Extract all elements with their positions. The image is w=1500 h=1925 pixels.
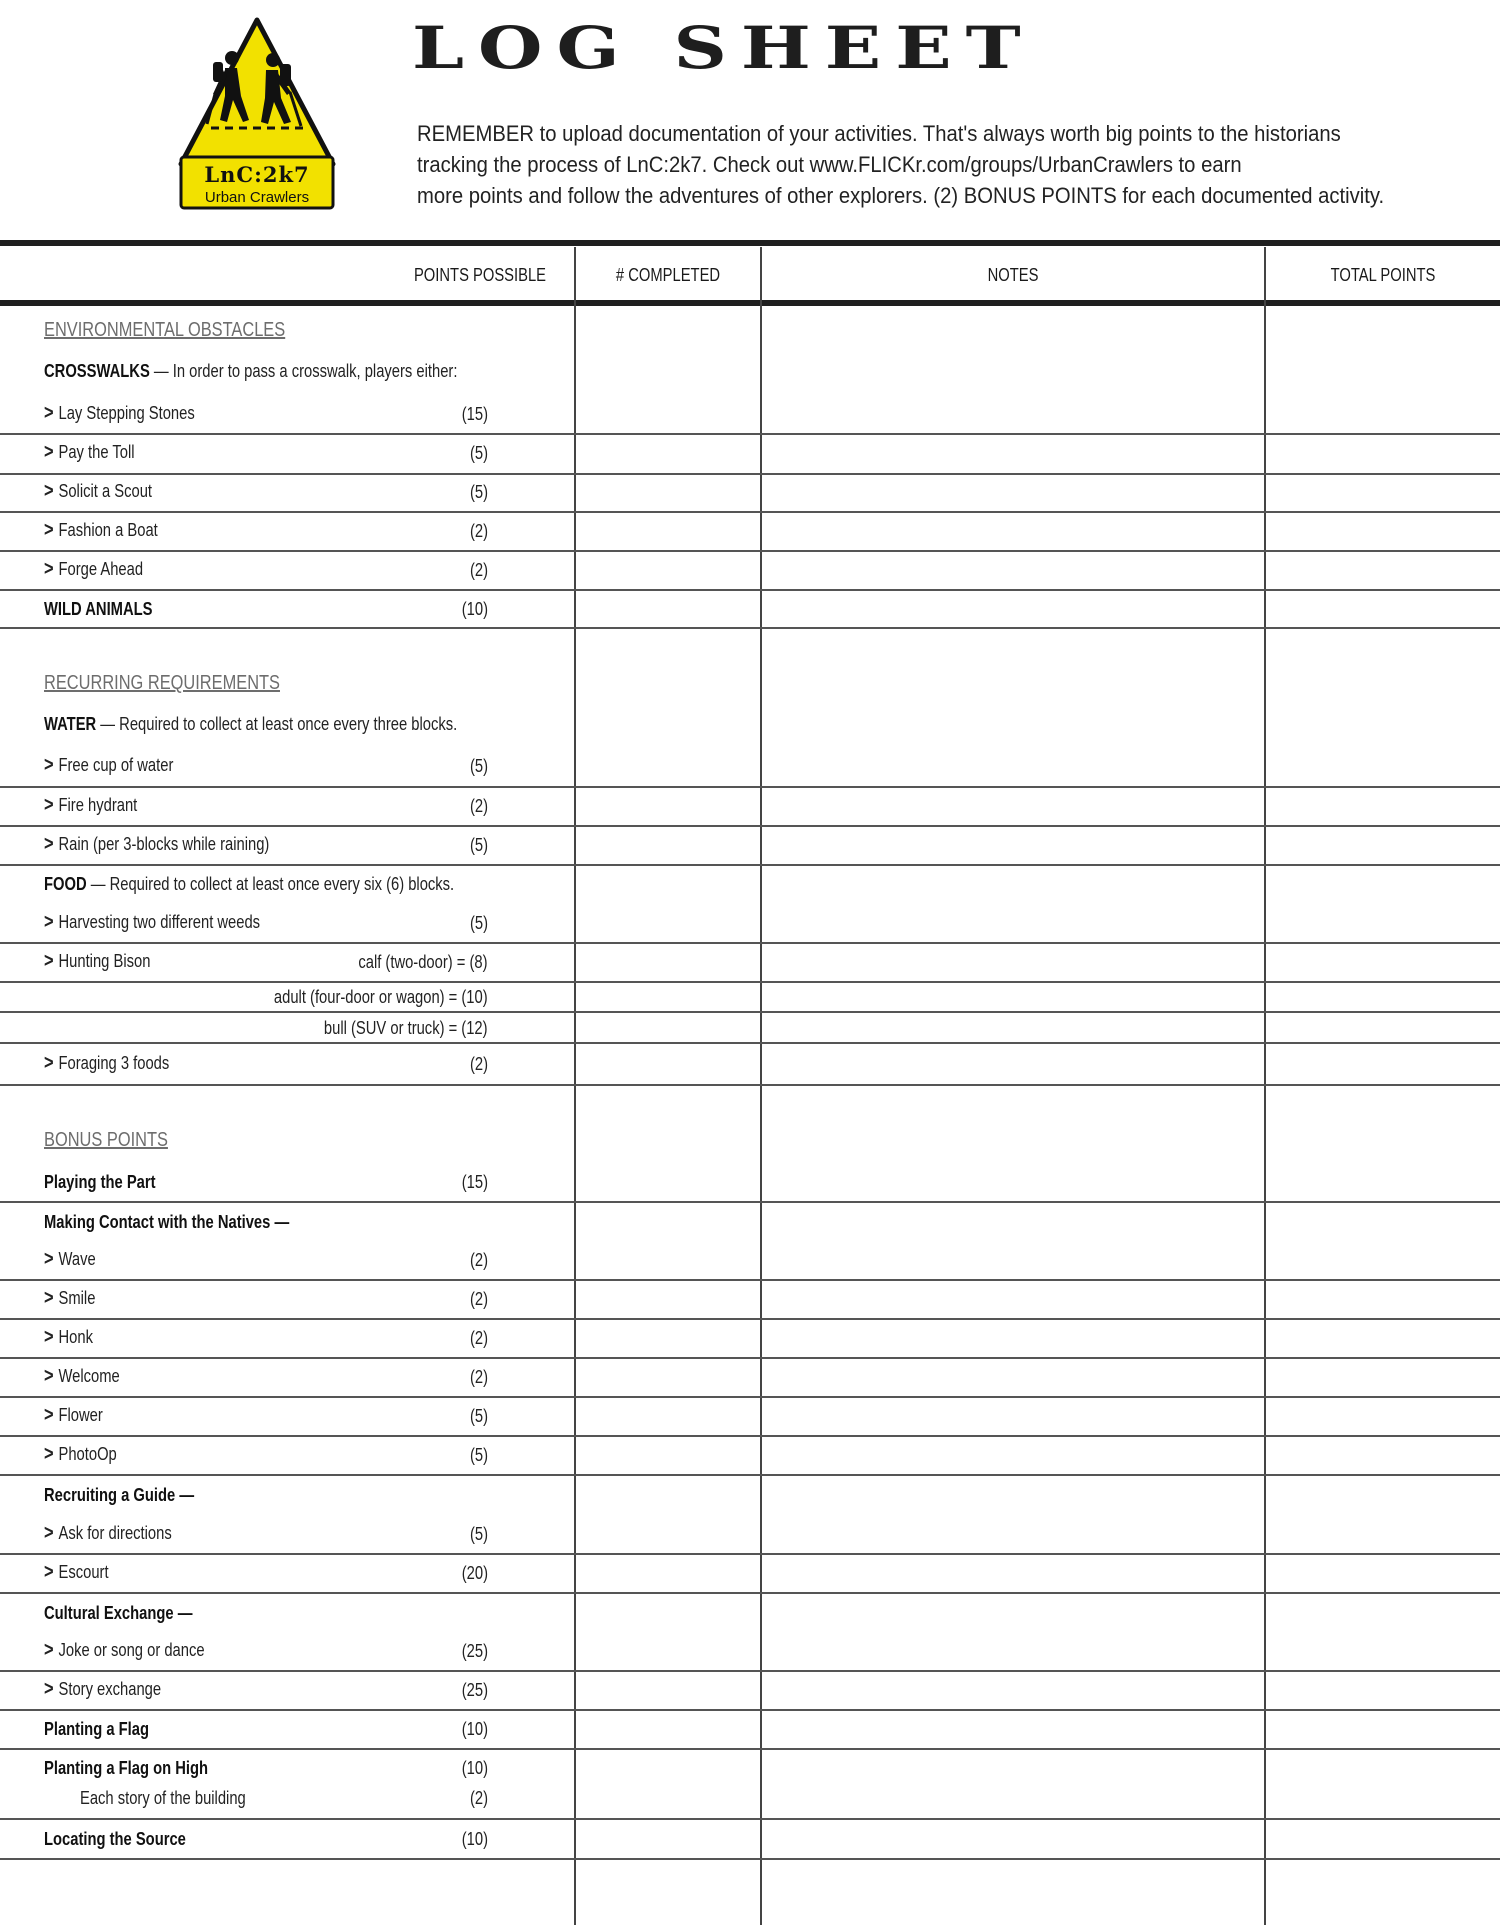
row-label: Pay the Toll — [58, 442, 135, 462]
row-points: (5) — [469, 1524, 488, 1544]
row-description: — Required to collect at least once every three blocks. — [96, 714, 458, 734]
row-points: (5) — [469, 913, 488, 933]
section-title: BONUS POINTS — [44, 1129, 168, 1151]
section-heading — [0, 310, 1500, 350]
row-points: (2) — [469, 1328, 488, 1348]
intro-line: REMEMBER to upload documentation of your activities. That's always worth big points to the historians — [417, 121, 1341, 146]
row-points: (5) — [469, 443, 488, 463]
row-points: calf (two-door) = (8) — [358, 952, 488, 972]
arrow-icon: > — [44, 1522, 54, 1544]
arrow-icon: > — [44, 402, 54, 424]
list-item — [0, 471, 1500, 511]
arrow-icon: > — [44, 1365, 54, 1387]
header-completed: # COMPLETED — [615, 265, 721, 285]
row-label: Smile — [58, 1288, 96, 1308]
row-label: Escourt — [58, 1562, 109, 1582]
list-item — [0, 1818, 1500, 1858]
list-item — [0, 350, 1500, 390]
list-item — [0, 980, 1500, 1012]
arrow-icon: > — [44, 1639, 54, 1661]
list-item — [0, 1552, 1500, 1592]
row-label: WILD ANIMALS — [44, 599, 153, 619]
list-item — [0, 902, 1500, 942]
row-label: Hunting Bison — [58, 951, 151, 971]
row-points: (2) — [469, 1289, 488, 1309]
row-label: Locating the Source — [44, 1829, 186, 1849]
list-item — [0, 1434, 1500, 1474]
row-heading: CROSSWALKS — [44, 361, 150, 381]
list-item — [0, 1043, 1500, 1083]
row-description: — In order to pass a crosswalk, players either: — [149, 361, 458, 381]
row-label: Each story of the building — [80, 1788, 246, 1808]
arrow-icon: > — [44, 911, 54, 933]
row-points: (10) — [461, 1719, 488, 1739]
arrow-icon: > — [44, 519, 54, 541]
row-label: Foraging 3 foods — [58, 1053, 170, 1073]
arrow-icon: > — [44, 441, 54, 463]
row-label: Planting a Flag — [44, 1719, 149, 1739]
row-points: (5) — [469, 1445, 488, 1465]
header-total-points: TOTAL POINTS — [1330, 265, 1436, 285]
logo-line2: Urban Crawlers — [204, 189, 310, 206]
header-points-possible: POINTS POSSIBLE — [413, 265, 547, 285]
header-notes: NOTES — [987, 265, 1039, 285]
list-item — [0, 1592, 1500, 1632]
list-item — [0, 1708, 1500, 1748]
row-points: (20) — [461, 1563, 488, 1583]
arrow-icon: > — [44, 1404, 54, 1426]
row-heading: Recruiting a Guide — — [44, 1485, 195, 1505]
list-item — [0, 1201, 1500, 1241]
row-points: (5) — [469, 835, 488, 855]
row-label: Joke or song or dance — [58, 1640, 205, 1660]
list-item — [0, 824, 1500, 864]
arrow-icon: > — [44, 833, 54, 855]
list-item — [0, 1239, 1500, 1279]
row-divider — [0, 1858, 1500, 1860]
arrow-icon: > — [44, 1052, 54, 1074]
row-label: Wave — [58, 1249, 96, 1269]
arrow-icon: > — [44, 1443, 54, 1465]
list-item — [0, 1278, 1500, 1318]
list-item — [0, 1317, 1500, 1357]
row-label: Fashion a Boat — [58, 520, 158, 540]
section-title: RECURRING REQUIREMENTS — [44, 672, 280, 694]
intro-line: tracking the process of LnC:2k7. Check out www.FLICKr.com/groups/UrbanCrawlers to earn — [417, 152, 1242, 177]
list-item — [0, 1669, 1500, 1709]
list-item — [0, 1161, 1500, 1201]
row-label: Fire hydrant — [58, 795, 138, 815]
list-item — [0, 432, 1500, 472]
arrow-icon: > — [44, 794, 54, 816]
row-divider — [0, 1084, 1500, 1086]
section-heading — [0, 663, 1500, 703]
arrow-icon: > — [44, 1561, 54, 1583]
list-item — [0, 588, 1500, 628]
arrow-icon: > — [44, 1248, 54, 1270]
page-title: LOG SHEET — [412, 14, 1035, 82]
intro-text — [417, 118, 1392, 211]
row-label: Rain (per 3-blocks while raining) — [58, 834, 270, 854]
arrow-icon: > — [44, 480, 54, 502]
row-label: Harvesting two different weeds — [58, 912, 261, 932]
list-item — [0, 703, 1500, 743]
section-title: ENVIRONMENTAL OBSTACLES — [44, 319, 286, 341]
list-item — [0, 1474, 1500, 1514]
list-item — [0, 1356, 1500, 1396]
row-label: Planting a Flag on High — [44, 1758, 208, 1778]
row-points: (25) — [461, 1680, 488, 1700]
list-item — [0, 745, 1500, 785]
row-label: Forge Ahead — [58, 559, 144, 579]
row-points: (2) — [469, 560, 488, 580]
row-points: (15) — [461, 404, 488, 424]
row-points: (2) — [469, 521, 488, 541]
row-points: (15) — [461, 1172, 488, 1192]
row-label: Free cup of water — [58, 755, 174, 775]
list-item — [0, 393, 1500, 433]
row-points: (10) — [461, 1829, 488, 1849]
arrow-icon: > — [44, 1326, 54, 1348]
row-points: (5) — [469, 1406, 488, 1426]
row-points: (2) — [469, 1054, 488, 1074]
row-label: Story exchange — [58, 1679, 162, 1699]
row-points: (2) — [469, 1367, 488, 1387]
top-rule — [0, 240, 1500, 246]
arrow-icon: > — [44, 754, 54, 776]
urban-crawlers-logo — [177, 16, 337, 212]
row-points: (10) — [461, 599, 488, 619]
intro-line: more points and follow the adventures of other explorers. (2) BONUS POINTS for each documented activity. — [417, 183, 1385, 208]
row-points: (2) — [469, 1788, 488, 1808]
row-heading: Cultural Exchange — — [44, 1603, 193, 1623]
list-item — [0, 510, 1500, 550]
list-item — [0, 785, 1500, 825]
row-points: bull (SUV or truck) = (12) — [324, 1018, 488, 1038]
row-label: Welcome — [58, 1366, 120, 1386]
arrow-icon: > — [44, 1287, 54, 1309]
row-heading: Making Contact with the Natives — — [44, 1212, 290, 1232]
row-divider — [0, 627, 1500, 629]
row-points: adult (four-door or wagon) = (10) — [274, 987, 488, 1007]
row-label: Playing the Part — [44, 1172, 156, 1192]
row-label: Flower — [58, 1405, 103, 1425]
list-item — [0, 1011, 1500, 1043]
list-item — [0, 549, 1500, 589]
row-points: (5) — [469, 756, 488, 776]
row-label: Honk — [58, 1327, 93, 1347]
row-label: Ask for directions — [58, 1523, 172, 1543]
row-points: (5) — [469, 482, 488, 502]
list-item — [0, 1630, 1500, 1670]
row-heading: FOOD — [44, 874, 87, 894]
row-points: (10) — [461, 1758, 488, 1778]
list-item — [0, 1395, 1500, 1435]
row-label: PhotoOp — [58, 1444, 117, 1464]
row-label: Lay Stepping Stones — [58, 403, 195, 423]
row-points: (2) — [469, 796, 488, 816]
logo-line1: LnC:2k7 — [204, 162, 310, 187]
arrow-icon: > — [44, 1678, 54, 1700]
list-item — [0, 1781, 1500, 1815]
row-label: Solicit a Scout — [58, 481, 153, 501]
list-item — [0, 863, 1500, 903]
row-description: — Required to collect at least once every six (6) blocks. — [86, 874, 455, 894]
list-item — [0, 1513, 1500, 1553]
list-item — [0, 941, 1500, 981]
row-heading: WATER — [44, 714, 97, 734]
row-points: (2) — [469, 1250, 488, 1270]
arrow-icon: > — [44, 558, 54, 580]
row-points: (25) — [461, 1641, 488, 1661]
section-heading — [0, 1120, 1500, 1160]
arrow-icon: > — [44, 950, 54, 972]
header-rule — [0, 300, 1500, 306]
